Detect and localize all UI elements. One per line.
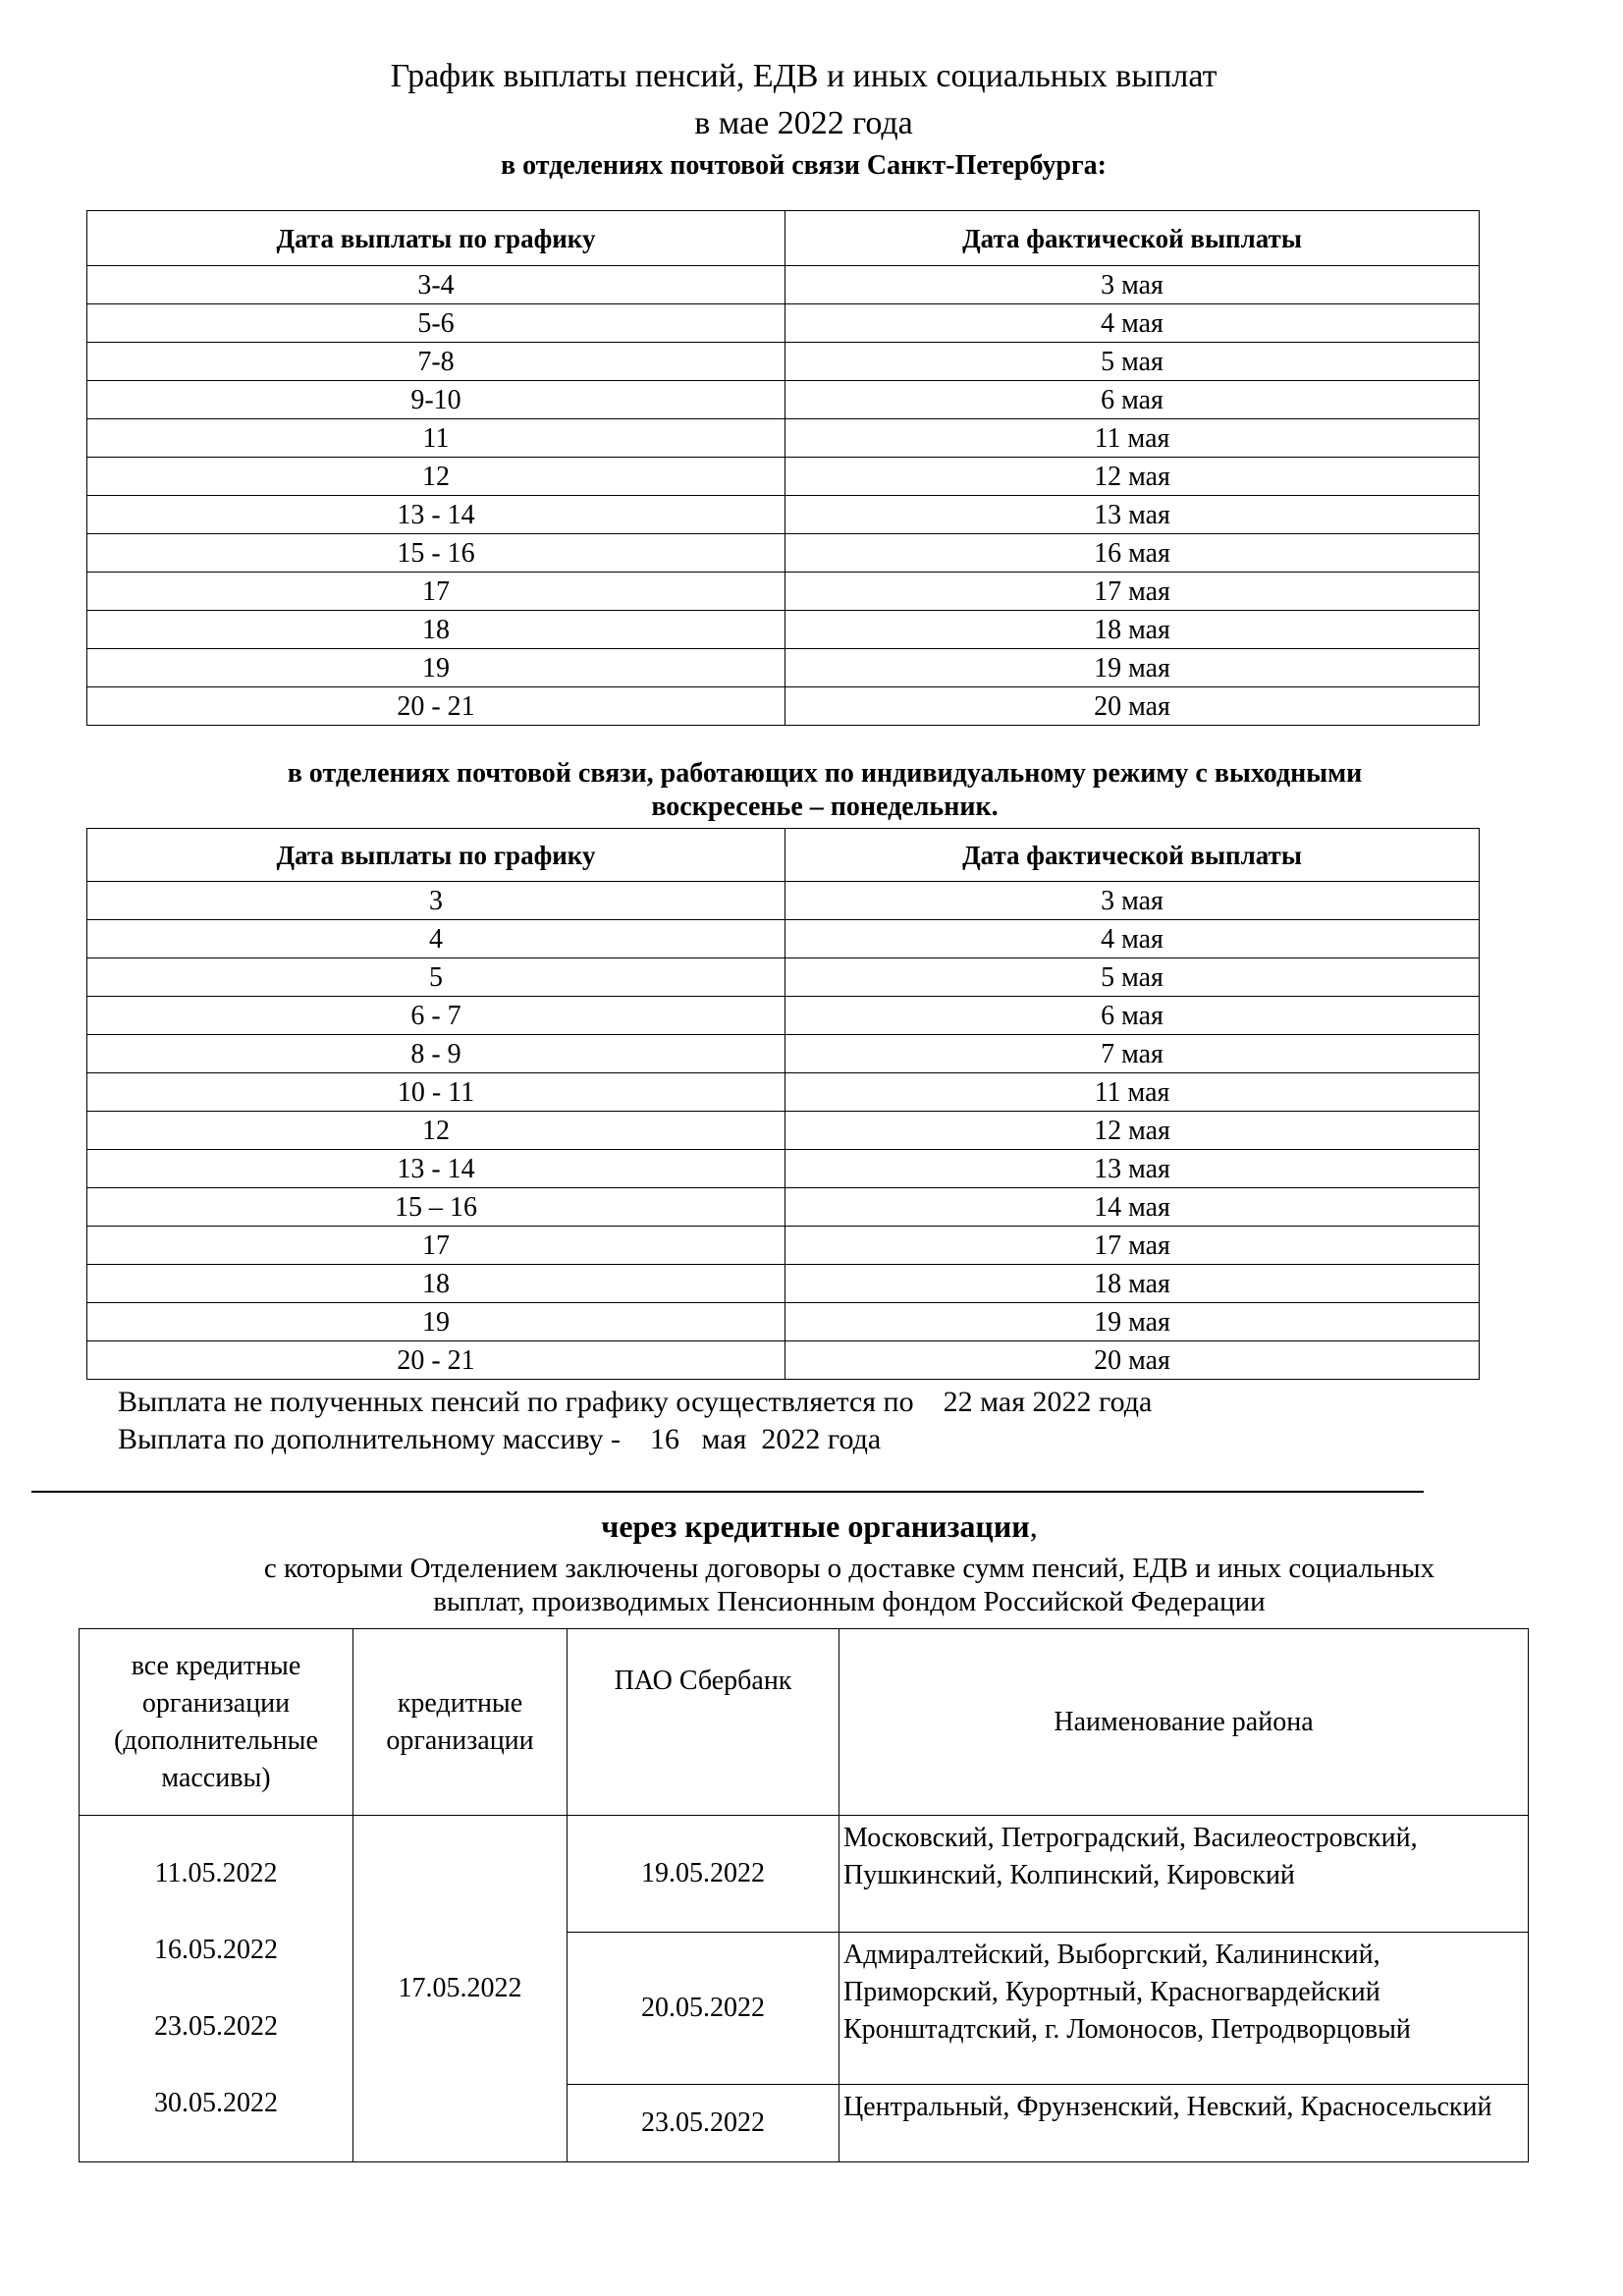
scheduled-date-cell: 3 bbox=[87, 882, 785, 920]
table-row bbox=[87, 419, 1480, 458]
district-list: Московский, Петроградский, Василеостровский, Пушкинский, Колпинский, Кировский bbox=[839, 1816, 1529, 1933]
table-header-row bbox=[87, 211, 1480, 266]
page-title: График выплаты пенсий, ЕДВ и иных социальных выплат bbox=[390, 58, 1217, 94]
scheduled-date-cell: 15 - 16 bbox=[87, 534, 785, 573]
table-row bbox=[87, 496, 1480, 534]
table-row bbox=[87, 1303, 1480, 1341]
scheduled-date-cell: 18 bbox=[87, 611, 785, 649]
actual-date-cell: 18 мая bbox=[785, 1265, 1480, 1303]
table-row bbox=[87, 882, 1480, 920]
table-row bbox=[87, 573, 1480, 611]
scheduled-date-cell: 3-4 bbox=[87, 266, 785, 304]
column-header-credit: кредитные организации bbox=[353, 1629, 568, 1816]
sberbank-date: 20.05.2022 bbox=[568, 1933, 839, 2085]
actual-date-cell: 4 мая bbox=[785, 304, 1480, 343]
scheduled-date-cell: 17 bbox=[87, 1227, 785, 1265]
actual-date-cell: 16 мая bbox=[785, 534, 1480, 573]
district-list: Центральный, Фрунзенский, Невский, Красносельский bbox=[839, 2085, 1529, 2162]
actual-date-cell: 7 мая bbox=[785, 1035, 1480, 1073]
actual-date-cell: 18 мая bbox=[785, 611, 1480, 649]
actual-date-cell: 19 мая bbox=[785, 649, 1480, 687]
column-header-scheduled-date: Дата выплаты по графику bbox=[87, 211, 785, 266]
actual-date-cell: 6 мая bbox=[785, 997, 1480, 1035]
scheduled-date-cell: 12 bbox=[87, 458, 785, 496]
actual-date-cell: 12 мая bbox=[785, 458, 1480, 496]
table-row bbox=[80, 1816, 1529, 1933]
actual-date-cell: 19 мая bbox=[785, 1303, 1480, 1341]
actual-date-cell: 5 мая bbox=[785, 958, 1480, 997]
scheduled-date-cell: 6 - 7 bbox=[87, 997, 785, 1035]
actual-date-cell: 13 мая bbox=[785, 1150, 1480, 1188]
actual-date-cell: 3 мая bbox=[785, 266, 1480, 304]
credit-title-bold: через кредитные организации bbox=[601, 1508, 1030, 1544]
table-row bbox=[87, 1035, 1480, 1073]
table-row bbox=[87, 1112, 1480, 1150]
scheduled-date-cell: 11 bbox=[87, 419, 785, 458]
column-header-actual-date: Дата фактической выплаты bbox=[785, 211, 1480, 266]
date-cell: 23.05.2022 bbox=[154, 2011, 278, 2042]
divider bbox=[31, 1491, 1424, 1493]
actual-date-cell: 12 мая bbox=[785, 1112, 1480, 1150]
column-header-actual-date: Дата фактической выплаты bbox=[785, 829, 1480, 882]
scheduled-date-cell: 9-10 bbox=[87, 381, 785, 419]
note-unreceived-pensions: Выплата не полученных пенсий по графику осуществляется по 22 мая 2022 года bbox=[118, 1386, 1153, 1418]
scheduled-date-cell: 19 bbox=[87, 1303, 785, 1341]
actual-date-cell: 6 мая bbox=[785, 381, 1480, 419]
column-header-district: Наименование района bbox=[839, 1629, 1529, 1816]
sberbank-date: 19.05.2022 bbox=[568, 1816, 839, 1933]
scheduled-date-cell: 13 - 14 bbox=[87, 496, 785, 534]
scheduled-date-cell: 8 - 9 bbox=[87, 1035, 785, 1073]
scheduled-date-cell: 19 bbox=[87, 649, 785, 687]
actual-date-cell: 14 мая bbox=[785, 1188, 1480, 1227]
table-row bbox=[87, 920, 1480, 958]
scheduled-date-cell: 7-8 bbox=[87, 343, 785, 381]
table-row bbox=[87, 304, 1480, 343]
table-row bbox=[87, 649, 1480, 687]
table-row bbox=[87, 1227, 1480, 1265]
section-title-line: в отделениях почтовой связи, работающих по индивидуальному режиму с выходными bbox=[287, 758, 1363, 789]
scheduled-date-cell: 12 bbox=[87, 1112, 785, 1150]
table-row bbox=[87, 687, 1480, 726]
scheduled-date-cell: 17 bbox=[87, 573, 785, 611]
column-header-sberbank: ПАО Сбербанк bbox=[568, 1629, 839, 1816]
scheduled-date-cell: 20 - 21 bbox=[87, 687, 785, 726]
table-row bbox=[87, 534, 1480, 573]
actual-date-cell: 4 мая bbox=[785, 920, 1480, 958]
table-row bbox=[87, 1188, 1480, 1227]
table-row bbox=[87, 458, 1480, 496]
table-header-row bbox=[87, 829, 1480, 882]
scheduled-date-cell: 10 - 11 bbox=[87, 1073, 785, 1112]
table-row bbox=[87, 343, 1480, 381]
credit-subtitle bbox=[137, 1552, 1561, 1618]
district-list: Адмиралтейский, Выборгский, Калининский, Приморский, Курортный, Красногвардейский Кронштадтский, г. Ломоносов, Петродворцовый bbox=[839, 1933, 1529, 2085]
actual-date-cell: 17 мая bbox=[785, 573, 1480, 611]
credit-title-tail: , bbox=[1029, 1508, 1038, 1544]
date-cell: 16.05.2022 bbox=[154, 1935, 278, 1965]
table-header-row bbox=[80, 1629, 1529, 1816]
table-row bbox=[87, 266, 1480, 304]
table-row bbox=[87, 611, 1480, 649]
note-additional-array: Выплата по дополнительному массиву - 16 мая 2022 года bbox=[118, 1423, 882, 1455]
table-row bbox=[87, 958, 1480, 997]
column-header-all-credit: все кредитные организации (дополнительные массивы) bbox=[80, 1629, 353, 1816]
section-title-post-offices: в отделениях почтовой связи Санкт-Петербурга: bbox=[500, 150, 1107, 181]
table-row bbox=[87, 1341, 1480, 1380]
actual-date-cell: 17 мая bbox=[785, 1227, 1480, 1265]
scheduled-date-cell: 15 – 16 bbox=[87, 1188, 785, 1227]
table-row bbox=[87, 1265, 1480, 1303]
actual-date-cell: 13 мая bbox=[785, 496, 1480, 534]
section-title-credit bbox=[8, 1506, 1623, 1546]
section-title-individual-mode bbox=[137, 757, 1512, 824]
scheduled-date-cell: 20 - 21 bbox=[87, 1341, 785, 1380]
sberbank-date: 23.05.2022 bbox=[568, 2085, 839, 2162]
scheduled-date-cell: 5 bbox=[87, 958, 785, 997]
column-header-scheduled-date: Дата выплаты по графику bbox=[87, 829, 785, 882]
individual-mode-schedule-table bbox=[86, 828, 1480, 1380]
actual-date-cell: 11 мая bbox=[785, 1073, 1480, 1112]
scheduled-date-cell: 18 bbox=[87, 1265, 785, 1303]
credit-subtitle-line: с которыми Отделением заключены договоры о доставке сумм пенсий, ЕДВ и иных социальных bbox=[263, 1553, 1435, 1584]
actual-date-cell: 20 мая bbox=[785, 687, 1480, 726]
actual-date-cell: 5 мая bbox=[785, 343, 1480, 381]
credit-organizations-table bbox=[79, 1628, 1529, 2162]
page-title-month: в мае 2022 года bbox=[694, 105, 913, 141]
scheduled-date-cell: 4 bbox=[87, 920, 785, 958]
actual-date-cell: 11 мая bbox=[785, 419, 1480, 458]
section-title-line: воскресенье – понедельник. bbox=[651, 792, 999, 822]
actual-date-cell: 20 мая bbox=[785, 1341, 1480, 1380]
actual-date-cell: 3 мая bbox=[785, 882, 1480, 920]
table-row bbox=[87, 997, 1480, 1035]
table-row bbox=[87, 1073, 1480, 1112]
date-cell: 11.05.2022 bbox=[154, 1858, 278, 1888]
post-office-schedule-table bbox=[86, 210, 1480, 726]
date-cell: 30.05.2022 bbox=[154, 2088, 278, 2118]
credit-subtitle-line: выплат, производимых Пенсионным фондом Российской Федерации bbox=[433, 1586, 1266, 1617]
scheduled-date-cell: 13 - 14 bbox=[87, 1150, 785, 1188]
table-row bbox=[87, 1150, 1480, 1188]
table-row bbox=[87, 381, 1480, 419]
credit-org-date: 17.05.2022 bbox=[353, 1816, 568, 2162]
scheduled-date-cell: 5-6 bbox=[87, 304, 785, 343]
additional-array-dates bbox=[80, 1816, 353, 2162]
